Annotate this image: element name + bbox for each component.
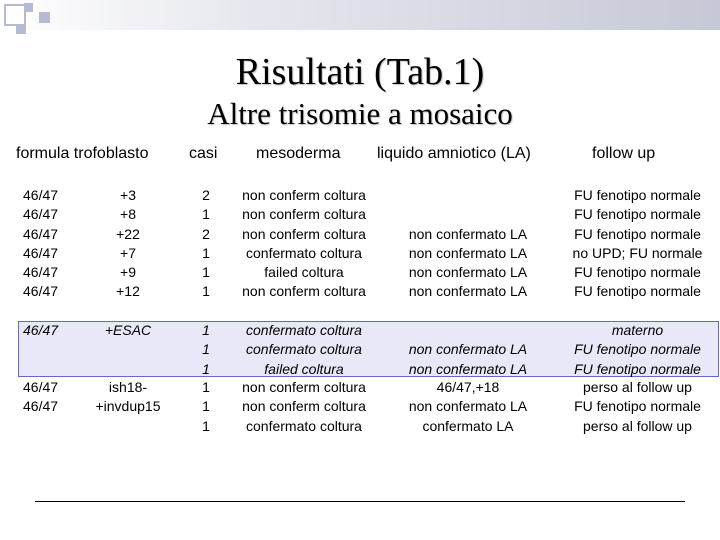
- group1-follow-up-column: FU fenotipo normale FU fenotipo normale FU fenotipo normale no UPD; FU normale FU fenotipo normale FU fenotipo normale: [572, 187, 703, 300]
- group2-formula-column: 46/47: [23, 322, 59, 338]
- group3-casi-column: 1 1 1: [202, 379, 210, 434]
- group2-la-column: non confermato LA non confermato LA: [408, 341, 528, 377]
- group2-mesoderma-column: confermato coltura confermato coltura failed coltura: [246, 322, 362, 377]
- group2-casi-column: 1 1 1: [202, 322, 210, 377]
- group3-la-column: 46/47,+18 non confermato LA confermato LA: [408, 379, 528, 434]
- slide-title: Risultati (Tab.1): [235, 51, 485, 93]
- bottom-rule: [35, 501, 685, 502]
- corner-square-large: [4, 4, 26, 26]
- header-mesoderma: mesoderma: [256, 145, 341, 162]
- group1-formula-column: 46/47 46/47 46/47 46/47 46/47 46/47: [23, 187, 59, 300]
- header-formula-trofoblasto: formula trofoblasto: [16, 145, 149, 162]
- group1-casi-column: 2 1 2 1 1 1: [202, 187, 210, 300]
- corner-square-small: [16, 24, 26, 34]
- group2-follow-up-column: materno FU fenotipo normale FU fenotipo normale: [574, 322, 701, 377]
- top-gradient-bar: [0, 0, 720, 30]
- group1-trofoblasto-column: +3 +8 +22 +7 +9 +12: [116, 187, 140, 300]
- group1-la-column: non confermato LA non confermato LA non confermato LA non confermato LA: [408, 225, 528, 300]
- group3-follow-up-column: perso al follow up FU fenotipo normale perso al follow up: [574, 379, 701, 434]
- slide-subtitle: Altre trisomie a mosaico: [207, 96, 513, 131]
- corner-square-small: [39, 12, 50, 23]
- corner-square-small: [24, 3, 33, 12]
- group2-trofoblasto-column: +ESAC: [104, 322, 152, 338]
- group3-mesoderma-column: non conferm coltura non conferm coltura confermato coltura: [242, 379, 366, 434]
- header-liquido-amniotico: liquido amniotico (LA): [377, 145, 531, 162]
- header-casi: casi: [189, 145, 218, 162]
- group3-trofoblasto-column: ish18- +invdup15: [95, 379, 161, 415]
- group1-mesoderma-column: non conferm coltura non conferm coltura non conferm coltura confermato coltura failed coltura non conferm coltura: [242, 187, 366, 300]
- group3-formula-column: 46/47 46/47: [23, 379, 59, 415]
- header-follow-up: follow up: [592, 145, 656, 162]
